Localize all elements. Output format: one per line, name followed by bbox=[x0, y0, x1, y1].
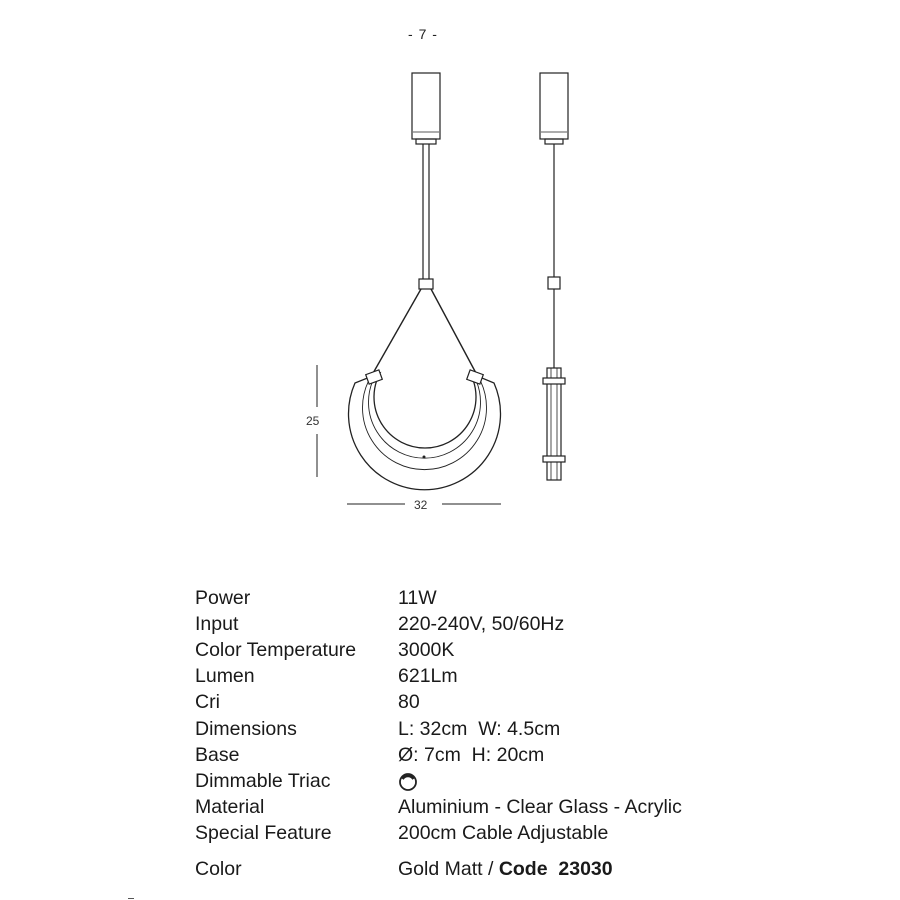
spec-value: 220-240V, 50/60Hz bbox=[398, 612, 565, 635]
color-separator: / bbox=[482, 858, 499, 881]
side-view bbox=[540, 73, 568, 480]
dimmer-icon bbox=[398, 772, 418, 792]
width-dimension-label: 32 bbox=[414, 498, 428, 512]
spec-value: Ø: 7cm H: 20cm bbox=[398, 743, 545, 766]
product-code: Code 23030 bbox=[498, 858, 613, 881]
spec-label: Material bbox=[195, 796, 265, 819]
spec-table bbox=[195, 585, 682, 883]
spec-label: Cri bbox=[195, 691, 220, 714]
spec-label: Special Feature bbox=[195, 822, 332, 845]
front-view bbox=[349, 73, 501, 490]
spec-value: L: 32cm W: 4.5cm bbox=[398, 717, 561, 740]
spec-value: 3000K bbox=[398, 638, 455, 661]
spec-row-dimmable bbox=[195, 768, 682, 794]
spec-row-lumen bbox=[195, 664, 682, 690]
spec-label: Color bbox=[195, 858, 242, 881]
spec-row-cri bbox=[195, 690, 682, 716]
spec-label: Color Temperature bbox=[195, 638, 357, 661]
spec-label: Base bbox=[195, 743, 240, 766]
spec-value: 80 bbox=[398, 691, 420, 714]
spec-value: 11W bbox=[398, 586, 437, 609]
spec-row-color-temperature bbox=[195, 637, 682, 663]
height-dimension-label: 25 bbox=[306, 414, 320, 428]
spec-row-dimensions bbox=[195, 716, 682, 742]
spec-label: Power bbox=[195, 586, 251, 609]
spec-row-input bbox=[195, 611, 682, 637]
spec-row-special-feature bbox=[195, 821, 682, 847]
spec-label: Input bbox=[195, 612, 239, 635]
dimension-lines bbox=[317, 365, 501, 504]
spec-row-power bbox=[195, 585, 682, 611]
page-number: - 7 - bbox=[408, 26, 438, 42]
spec-row-base bbox=[195, 742, 682, 768]
spec-row-material bbox=[195, 795, 682, 821]
spec-row-color bbox=[195, 857, 682, 883]
spec-value: 200cm Cable Adjustable bbox=[398, 822, 609, 845]
spec-label: Dimmable Triac bbox=[195, 769, 331, 792]
color-value: Gold Matt bbox=[398, 858, 483, 881]
spec-value bbox=[398, 858, 613, 881]
spec-value: 621Lm bbox=[398, 665, 458, 688]
spec-label: Dimensions bbox=[195, 717, 297, 740]
spec-label: Lumen bbox=[195, 665, 255, 688]
spec-value: Aluminium - Clear Glass - Acrylic bbox=[398, 796, 682, 819]
spec-value bbox=[398, 770, 418, 793]
footer-mark bbox=[128, 898, 134, 899]
